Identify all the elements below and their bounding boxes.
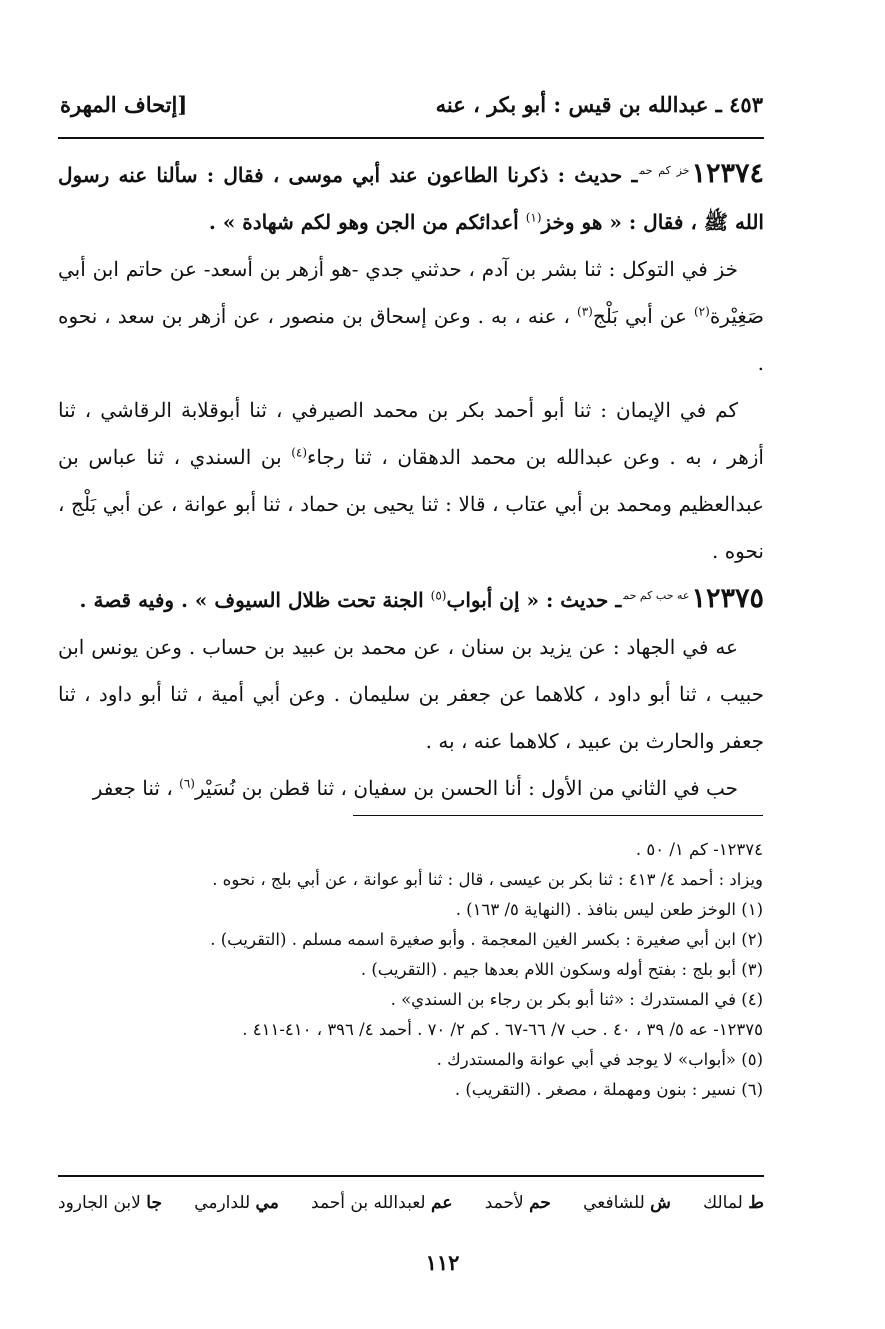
isnad-text: ، ثنا جعفر xyxy=(92,776,180,800)
main-text xyxy=(58,150,764,812)
isnad-text: كم في الإيمان : ثنا أبو أحمد بكر بن محمد الصيرفي ، ثنا أبوقلابة الرقاشي ، ثنا أزهر ، به . وعن عبدالله بن محمد الدهقان ، ثنا رجاء xyxy=(58,398,764,469)
legend-rule xyxy=(58,1175,764,1177)
legend-item xyxy=(194,1193,279,1213)
abbreviation-legend xyxy=(58,1193,764,1213)
isnad-ibn-hibban xyxy=(58,765,764,812)
legend-name: لابن الجارود xyxy=(58,1193,141,1213)
isnad-text: عن أبي بَلْج xyxy=(592,304,694,328)
page-number: ١١٢ xyxy=(425,1250,460,1275)
legend-item xyxy=(485,1193,551,1213)
footnote-rule xyxy=(353,815,763,816)
isnad-text: بن السندي ، ثنا عباس بن عبدالعظيم ومحمد بن أبي عتاب ، قالا : ثنا يحيى بن حماد ، ثنا أبو عوانة ، عن أبي بَلْج ، نحوه . xyxy=(58,445,764,563)
legend-abbr: ش xyxy=(650,1193,671,1213)
isnad-khuzaymah xyxy=(58,246,764,387)
footnote-line: (٣) أبو بلج : بفتح أوله وسكون اللام بعدها جيم . (التقريب) . xyxy=(360,960,763,979)
footnotes xyxy=(103,835,763,1105)
isnad-text: خز في التوكل : ثنا بشر بن آدم ، حدثني جدي -هو أزهر بن أسعد- عن حاتم ابن أبي صَغِيْرة xyxy=(58,257,764,328)
footnote-ref: (٤) xyxy=(291,445,308,460)
legend-abbr: عم xyxy=(431,1193,453,1213)
header-rule xyxy=(58,137,764,139)
legend-item xyxy=(703,1193,764,1213)
legend-item xyxy=(583,1193,671,1213)
footnote-line: (٦) نسير : بنون ومهملة ، مصغر . (التقريب) . xyxy=(454,1080,763,1099)
footnote-line: ١٢٣٧٥- عه ٥/ ٣٩ ، ٤٠ . حب ٧/ ٦٦-٦٧ . كم ٢/ ٧٠ . أحمد ٤/ ٣٩٦ ، ٤١٠-٤١١ . xyxy=(242,1020,763,1039)
isnad-abu-awanah: عه في الجهاد : عن يزيد بن سنان ، عن محمد بن عبيد بن حساب . وعن يونس ابن حبيب ، ثنا أبو داود ، كلاهما عن جعفر بن سليمان . وعن أبي أمية ، ثنا أبو داود ، ثنا جعفر والحارث بن عبيد ، كلاهما عنه ، به . xyxy=(58,635,764,753)
legend-name: للدارمي xyxy=(194,1193,251,1213)
legend-name: لعبدالله بن أحمد xyxy=(311,1193,426,1213)
hadith-text-end: أعدائكم من الجن وهو لكم شهادة » . xyxy=(208,210,526,234)
running-header-title: ٤٥٣ ـ عبدالله بن قيس : أبو بكر ، عنه xyxy=(435,92,763,117)
footnote-ref: (٥) xyxy=(430,588,447,603)
legend-abbr: مي xyxy=(255,1193,279,1213)
isnad-text: ، عنه ، به . وعن إسحاق بن منصور ، عن أزهر بن سعد ، نحوه . xyxy=(58,304,764,375)
footnote-ref: (١) xyxy=(525,210,542,225)
legend-name: لأحمد xyxy=(484,1193,524,1213)
source-marks: خز كم حم xyxy=(639,164,690,178)
footnote-line: ١٢٣٧٤- كم ١/ ٥٠ . xyxy=(635,840,763,859)
legend-abbr: ط xyxy=(748,1193,764,1213)
legend-name: للشافعي xyxy=(583,1193,645,1213)
hadith-number: ١٢٣٧٤ xyxy=(691,158,764,189)
legend-abbr: حم xyxy=(529,1193,551,1213)
legend-item xyxy=(311,1193,452,1213)
footnote-line: ويزاد : أحمد ٤/ ٤١٣ : ثنا بكر بن عيسى ، قال : ثنا أبو عوانة ، عن أبي بلج ، نحوه . xyxy=(212,870,763,889)
hadith-12375 xyxy=(58,575,764,624)
hadith-text: ـ حديث : « إن أبواب xyxy=(446,588,622,612)
legend-abbr: جا xyxy=(146,1193,162,1213)
hadith-12374 xyxy=(58,150,764,246)
footnote-line: (٢) ابن أبي صغيرة : بكسر الغين المعجمة . وأبو صغيرة اسمه مسلم . (التقريب) . xyxy=(210,930,763,949)
hadith-number: ١٢٣٧٥ xyxy=(691,583,764,614)
source-marks: عه حب كم حم xyxy=(623,589,690,603)
footnote-line: (٤) في المستدرك : «ثنا أبو بكر بن رجاء بن السندي» . xyxy=(390,990,763,1009)
isnad-hakim xyxy=(58,387,764,575)
legend-item xyxy=(58,1193,162,1213)
footnote-line: (١) الوخز طعن ليس بنافذ . (النهاية ٥/ ١٦٣) . xyxy=(455,900,763,919)
hadith-text: ـ حديث : ذكرنا الطاعون عند أبي موسى ، فقال : سألنا عنه رسول الله ﷺ ، فقال : « هو وخز xyxy=(58,163,764,234)
legend-name: لمالك xyxy=(703,1193,743,1213)
footnote-ref: (٦) xyxy=(179,776,195,791)
footnote-ref: (٢) xyxy=(693,304,710,319)
running-header-book: [إتحاف المهرة xyxy=(60,92,188,117)
isnad-text: حب في الثاني من الأول : أنا الحسن بن سفيان ، ثنا قطن بن نُسَيْر xyxy=(194,776,738,800)
footnote-line: (٥) «أبواب» لا يوجد في أبي عوانة والمستدرك . xyxy=(436,1050,763,1069)
footnote-ref: (٣) xyxy=(577,304,593,319)
hadith-text-end: الجنة تحت ظلال السيوف » . وفيه قصة . xyxy=(79,588,431,612)
